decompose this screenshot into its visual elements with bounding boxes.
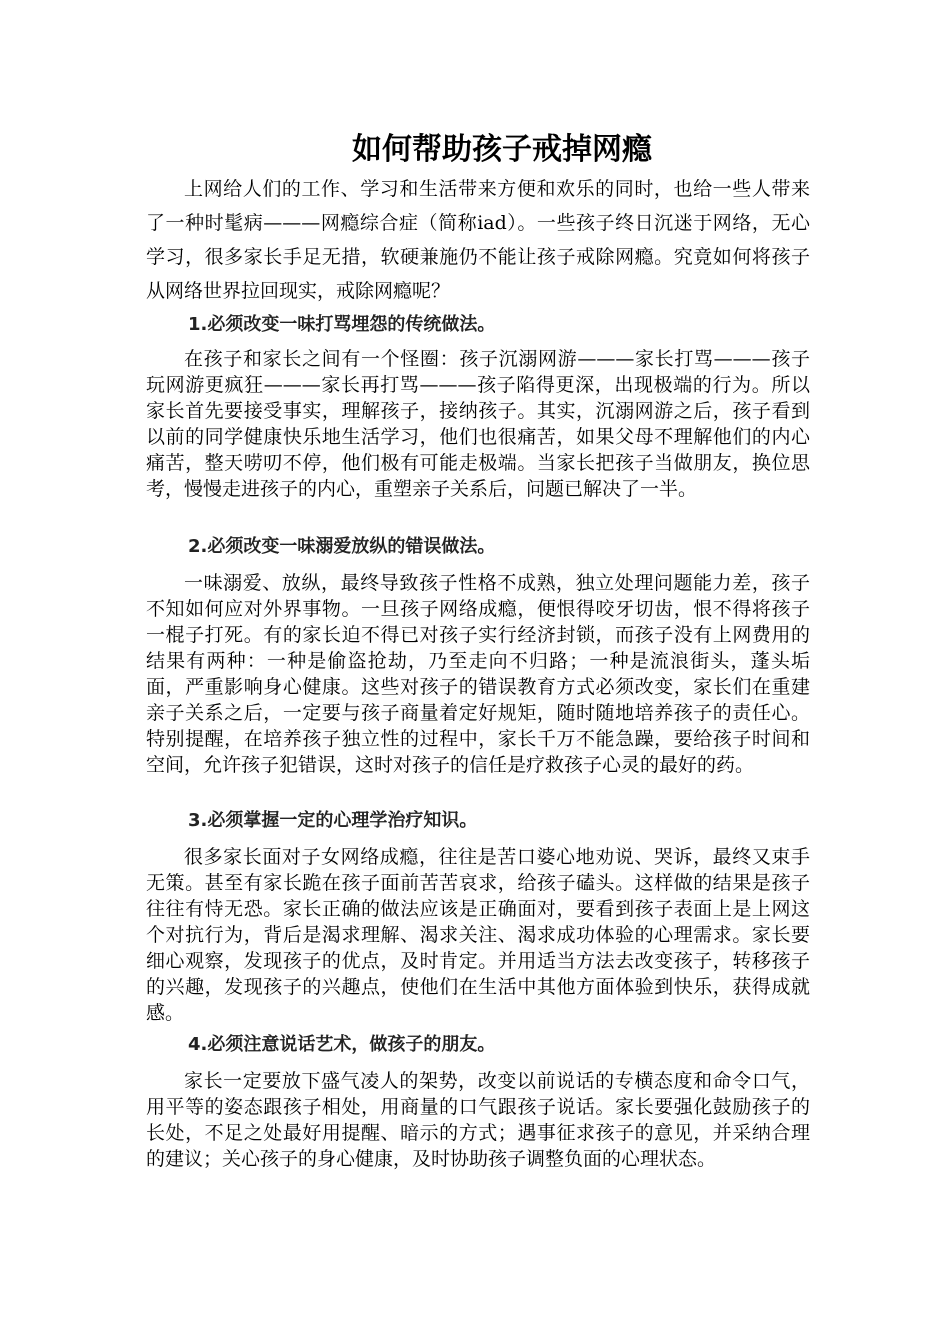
section-3-heading: 3.必须掌握一定的心理学治疗知识。 [188,810,478,831]
section-2-paragraph: 一味溺爱、放纵，最终导致孩子性格不成熟，独立处理问题能力差，孩子不知如何应对外界事物。一旦孩子网络成瘾，便恨得咬牙切齿，恨不得将孩子一棍子打死。有的家长迫不得已对孩子实行经济封锁，而孩子没有上网费用的结果有两种：一种是偷盗抢劫，乃至走向不归路；一种是流浪街头，蓬头垢面，严重影响身心健康。这些对孩子的错误教育方式必须改变，家长们在重建亲子关系之后，一定要与孩子商量着定好规矩，随时随地培养孩子的责任心。特别提醒，在培养孩子独立性的过程中，家长千万不能急躁，要给孩子时间和空间，允许孩子犯错误，这时对孩子的信任是疗救孩子心灵的最好的药。 [146,572,810,776]
section-1-paragraph: 在孩子和家长之间有一个怪圈：孩子沉溺网游———家长打骂———孩子玩网游更疯狂———家长再打骂———孩子陷得更深，出现极端的行为。所以家长首先要接受事实，理解孩子，接纳孩子。其实，沉溺网游之后，孩子看到以前的同学健康快乐地生活学习，他们也很痛苦，如果父母不理解他们的内心痛苦，整天唠叨不停，他们极有可能走极端。当家长把孩子当做朋友，换位思考，慢慢走进孩子的内心，重塑亲子关系后，问题已解决了一半。 [146,348,810,500]
section-4-heading: 4.必须注意说话艺术，做孩子的朋友。 [188,1034,496,1055]
section-4-paragraph: 家长一定要放下盛气凌人的架势，改变以前说话的专横态度和命令口气，用平等的姿态跟孩子相处，用商量的口气跟孩子说话。家长要强化鼓励孩子的长处，不足之处最好用提醒、暗示的方式；遇事征求孩子的意见，并采纳合理的建议；关心孩子的身心健康，及时协助孩子调整负面的心理状态。 [146,1070,810,1170]
section-1-heading: 1.必须改变一味打骂埋怨的传统做法。 [188,314,496,335]
intro-paragraph: 上网给人们的工作、学习和生活带来方便和欢乐的同时，也给一些人带来了一种时髦病———网瘾综合症（简称iad）。一些孩子终日沉迷于网络，无心学习，很多家长手足无措，软硬兼施仍不能让孩子戒除网瘾。究竟如何将孩子从网络世界拉回现实，戒除网瘾呢？ [146,178,810,302]
document-title: 如何帮助孩子戒掉网瘾 [352,132,652,167]
section-2-heading: 2.必须改变一味溺爱放纵的错误做法。 [188,536,496,557]
section-3-paragraph: 很多家长面对子女网络成瘾，往往是苦口婆心地劝说、哭诉，最终又束手无策。甚至有家长跪在孩子面前苦苦哀求，给孩子磕头。这样做的结果是孩子往往有恃无恐。家长正确的做法应该是正确面对，要看到孩子表面上是上网这个对抗行为，背后是渴求理解、渴求关注、渴求成功体验的心理需求。家长要细心观察，发现孩子的优点，及时肯定。并用适当方法去改变孩子，转移孩子的兴趣，发现孩子的兴趣点，使他们在生活中其他方面体验到快乐，获得成就感。 [146,846,810,1024]
